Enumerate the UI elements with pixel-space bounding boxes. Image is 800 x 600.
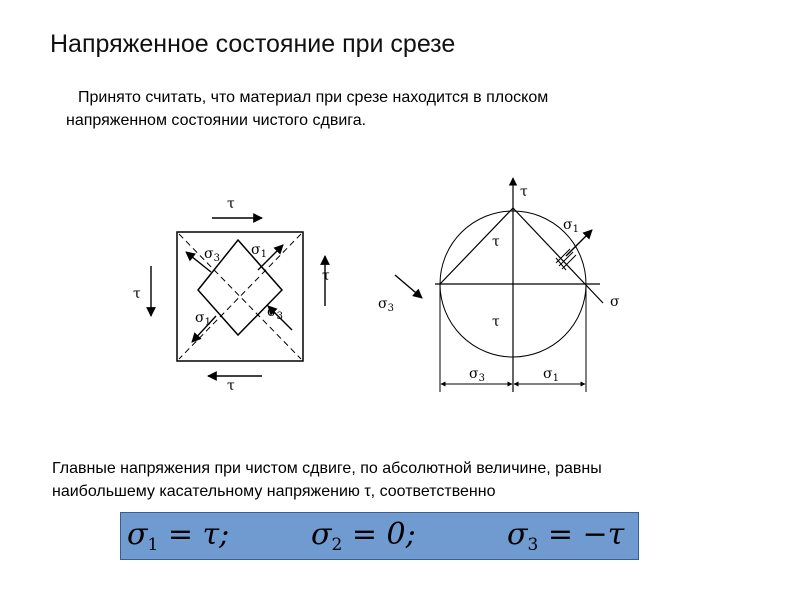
pole-line-right [513,208,603,303]
intro-line-2: напряженном состоянии чистого сдвига. [66,112,367,129]
conclusion-line-2: наибольшему касательному напряжению τ, соответственно [52,483,496,500]
sigma1-label-mohr: $\sigma_1$ [563,217,579,235]
sigma3-dim-label: $\sigma_3$ [469,366,485,384]
sigma-axis-label: σ [610,294,620,310]
formula-sigma3: $\sigma_3 = -\tau$ [507,517,625,555]
conclusion-text [52,457,772,503]
tau-label-upper: τ [492,234,500,250]
conclusion-line-1: Главные напряжения при чистом сдвиге, по абсолютной величине, равны [52,460,602,477]
shear-element-diagram [133,196,330,394]
tau-label-left: τ [133,286,141,302]
tau-axis-label: τ [520,184,528,200]
mohr-circle-diagram [378,178,620,392]
hatched-element [556,249,576,270]
tau-label-bottom: τ [227,378,235,394]
sigma1-dim-label: $\sigma_1$ [543,366,559,384]
tau-label-lower: τ [492,314,500,330]
sigma1-label-bottom: $\sigma_1$ [195,310,211,328]
page-title: Напряженное состояние при срезе [50,30,456,58]
sigma1-label-top: $\sigma_1$ [251,242,267,260]
tau-label-top: τ [227,196,235,212]
sigma3-arrow-mohr [395,275,422,298]
intro-line-1: Принято считать, что материал при срезе находится в плоском [78,89,549,106]
formula-box [120,512,639,560]
sigma3-label-mohr: $\sigma_3$ [378,296,394,314]
tau-label-right: τ [322,268,330,284]
formula-sigma1: $\sigma_1 = \tau$; [127,517,230,555]
sigma3-label-left: $\sigma_3$ [204,246,220,264]
sigma3-label-right: $\sigma_3$ [267,304,283,322]
formula-sigma2: $\sigma_2 = 0$; [311,517,416,555]
